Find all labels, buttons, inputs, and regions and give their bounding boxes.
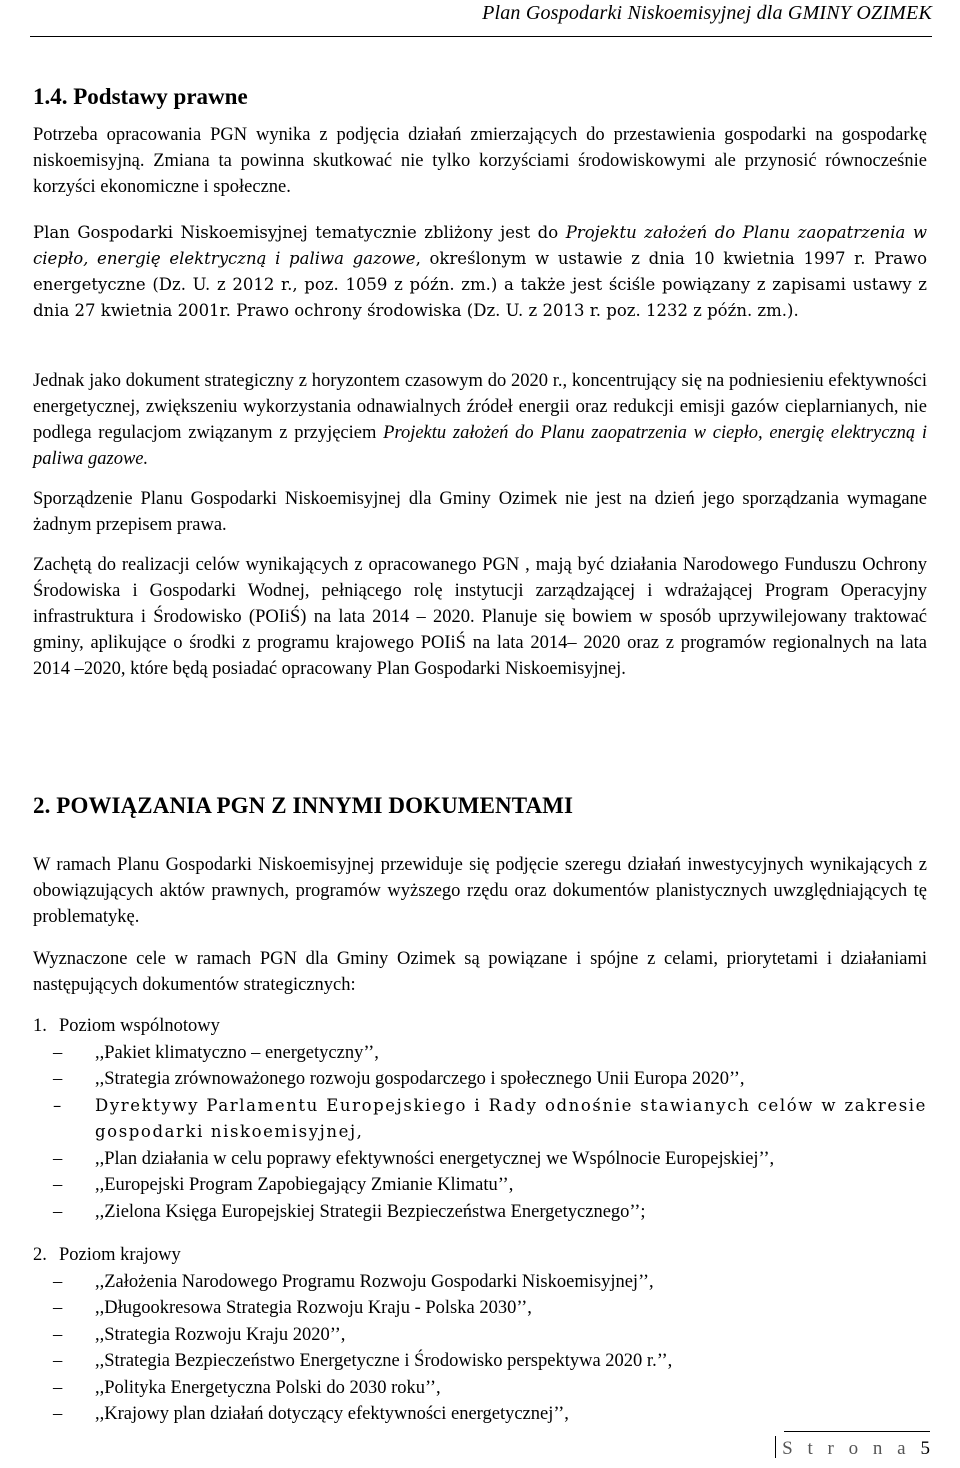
list-item: – ,,Długookresowa Strategia Rozwoju Kraju - Polska 2030’’, [33,1295,927,1322]
paragraph-2-part-a: Plan Gospodarki Niskoemisyjnej tematycznie zbliżony jest do [33,223,566,242]
header-rule [30,36,932,37]
dash-bullet: – [53,1095,63,1115]
list-item: – ,,Strategia Bezpieczeństwo Energetyczne i Środowisko perspektywa 2020 r.’’, [33,1348,927,1375]
list-item: – ,,Plan działania w celu poprawy efektywności energetycznej we Wspólnocie Europejskiej’’, [33,1146,927,1173]
paragraph-2-italic-title: Projektu założeń do Planu zaopatrzenia w ciepło, energię elektryczną i paliwa gazowe [33,223,927,268]
list-title [33,1013,927,1040]
list-title [33,1242,927,1269]
footer-label: S t r o n a [782,1438,911,1459]
dash-bullet: – [53,1069,63,1089]
paragraph-4: Sporządzenie Planu Gospodarki Niskoemisyjnej dla Gminy Ozimek nie jest na dzień jego sporządzania wymagane żadnym przepisem prawa. [33,489,927,535]
paragraph-3 [33,368,927,472]
list-item: – ,,Strategia Rozwoju Kraju 2020’’, [33,1322,927,1349]
dash-bullet: – [53,1175,63,1195]
running-header: Plan Gospodarki Niskoemisyjnej dla GMINY OZIMEK [482,2,932,24]
paragraph-5: Zachętą do realizacji celów wynikających z opracowanego PGN , mają być działania Narodowego Funduszu Ochrony Środowiska i Gospodarki Wodnej, pełniącego rolę instytucji zarządzającej i wdrażającej Program Operacyjny infrastruktura i Środowisko (POIiŚ) na lata 2014 – 2020. Planuje się bowiem w sposób uprzywilejowany traktować gminy, aplikujące o środki z programu krajowego POIiŚ na lata 2014– 2020 oraz z programów regionalnych na lata 2014 –2020, które będą posiadać opracowany Plan Gospodarki Niskoemisyjnej. [33,555,927,679]
list-number: 2. [33,1245,47,1265]
paragraph-3-part-a: Jednak jako dokument strategiczny z horyzontem czasowym do 2020 r., koncentrujący się na podniesieniu efektywności energetycznej, zwiększeniu wykorzystania odnawialnych źródeł energii oraz redukcji emisji gazów cieplarnianych, nie podlega regulacjom związanym z przyjęciem [33,371,927,443]
dash-bullet: – [53,1324,63,1345]
list-item: – ,,Pakiet klimatyczno – energetyczny’’, [33,1040,927,1067]
footer-rule [784,1431,930,1432]
page-footer [775,1436,930,1460]
paragraph-6: W ramach Planu Gospodarki Niskoemisyjnej przewiduje się podjęcie szeregu działań inwestycyjnych wynikających z obowiązujących aktów prawnych, programów wyższego rzędu oraz dokumentów planistycznych uwzględniających tę problematykę. [33,855,927,927]
list-national-level [33,1242,927,1428]
list-eu-level [33,1013,927,1225]
dash-bullet: – [53,1377,63,1398]
paragraph-2-part-c: , określonym w ustawie z dnia 10 kwietnia 1997 r. Prawo energetyczne (Dz. U. z 2012 r., poz. 1059 z późn. zm.) a także jest ściśle powiązany z zapisami ustawy z dnia 27 kwietnia 2001r. Prawo ochrony środowiska (Dz. U. z 2013 r. poz. 1232 z późn. zm.). [33,249,927,320]
list-item: – Dyrektywy Parlamentu Europejskiego i Rady odnośnie stawianych celów w zakresie gospodarki niskoemisyjnej, [33,1093,927,1146]
list-item: – ,,Polityka Energetyczna Polski do 2030 roku’’, [33,1375,927,1402]
section-heading-2: 2. POWIĄZANIA PGN Z INNYMI DOKUMENTAMI [33,793,574,818]
dash-bullet: – [53,1201,63,1222]
list-title-text: Poziom wspólnotowy [59,1016,220,1036]
page-number: 5 [920,1438,930,1459]
list-item: – ,,Strategia zrównoważonego rozwoju gospodarczego i społecznego Unii Europa 2020’’, [33,1066,927,1093]
list-item: – ,,Europejski Program Zapobiegający Zmianie Klimatu’’, [33,1172,927,1199]
paragraph-3-italic-title: Projektu założeń do Planu zaopatrzenia w ciepło, energię elektryczną i paliwa gazowe. [33,423,927,469]
dash-bullet: – [53,1404,63,1424]
dash-bullet: – [53,1042,63,1063]
dash-bullet: – [53,1148,63,1169]
list-number: 1. [33,1016,47,1036]
paragraph-7: Wyznaczone cele w ramach PGN dla Gminy Ozimek są powiązane i spójne z celami, priorytetami i działaniami następujących dokumentów strategicznych: [33,949,927,995]
dash-bullet: – [53,1351,63,1371]
footer-bar [775,1436,776,1458]
dash-bullet: – [53,1298,63,1318]
list-item: – ,,Założenia Narodowego Programu Rozwoju Gospodarki Niskoemisyjnej’’, [33,1269,927,1296]
dash-bullet: – [53,1271,63,1292]
list-item: – ,,Zielona Księga Europejskiej Strategii Bezpieczeństwa Energetycznego’’; [33,1199,927,1226]
paragraph-1: Potrzeba opracowania PGN wynika z podjęcia działań zmierzających do przestawienia gospodarki na gospodarkę niskoemisyjną. Zmiana ta powinna skutkować nie tylko korzyściami środowiskowymi ale przynosić równocześnie korzyści ekonomiczne i społeczne. [33,125,927,197]
section-heading-1-4: 1.4. Podstawy prawne [33,84,248,109]
paragraph-2 [33,220,927,324]
list-item: – ,,Krajowy plan działań dotyczący efektywności energetycznej’’, [33,1401,927,1428]
list-title-text: Poziom krajowy [59,1245,181,1265]
